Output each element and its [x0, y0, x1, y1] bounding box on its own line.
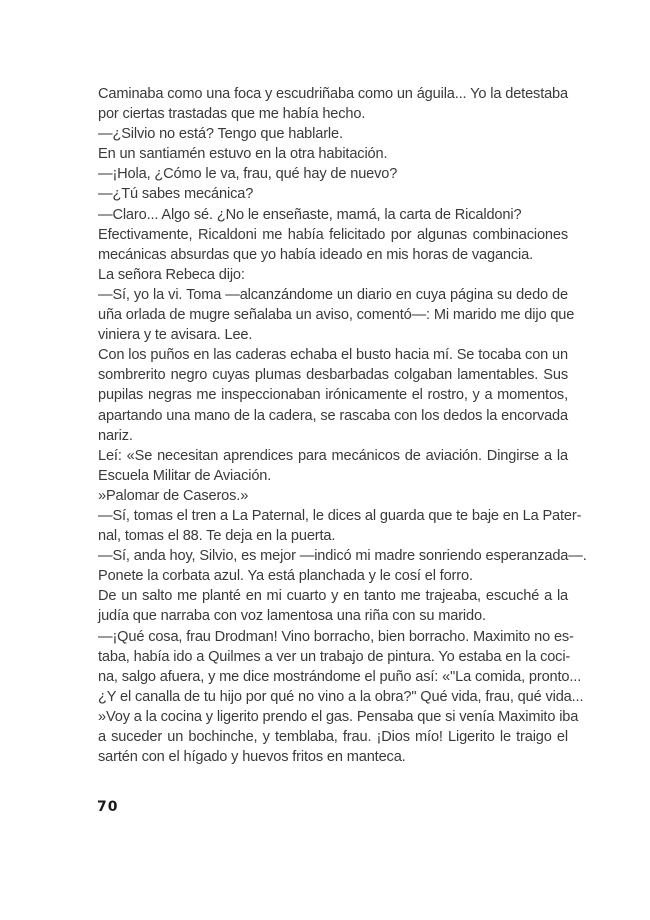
text-line: —Sí, tomas el tren a La Paternal, le dices al guarda que te baje en La Pater- — [98, 507, 582, 524]
text-line: De un salto me planté en mi cuarto y en tanto me trajeaba, escuché a la — [98, 588, 568, 605]
text-line: mecánicas absurdas que yo había ideado en mis horas de vagancia. — [98, 246, 533, 263]
text-line: —Sí, yo la vi. Toma —alcanzándome un diario en cuya página su dedo de — [98, 286, 568, 303]
page-body — [98, 84, 587, 767]
text-line: apartando una mano de la cadera, se rascaba con los dedos la encorvada — [98, 407, 568, 424]
text-line: En un santiamén estuvo en la otra habitación. — [98, 146, 388, 163]
text-line: —Sí, anda hoy, Silvio, es mejor —indicó mi madre sonriendo esperanzada—. — [98, 548, 587, 565]
text-line: a suceder un bochinche, y temblaba, frau. ¡Dios mío! Ligerito le traigo el — [98, 729, 568, 745]
text-line: Con los puños en las caderas echaba el busto hacia mí. Se tocaba con un — [98, 347, 568, 364]
text-line: —¿Tú sabes mecánica? — [98, 186, 254, 203]
text-line: La señora Rebeca dijo: — [98, 266, 245, 283]
text-line: —Claro... Algo sé. ¿No le enseñaste, mamá, la carta de Ricaldoni? — [98, 206, 522, 223]
text-line: por ciertas trastadas que me había hecho. — [98, 106, 366, 123]
text-line: sombrerito negro cuyas plumas desbarbadas colgaban lamentables. Sus — [98, 367, 568, 384]
text-line: —¿Silvio no está? Tengo que hablarle. — [98, 126, 343, 143]
text-line: —¡Hola, ¿Cómo le va, frau, qué hay de nuevo? — [98, 166, 398, 183]
page-number: 70 — [97, 799, 119, 815]
text-line: nal, tomas el 88. Te deja en la puerta. — [98, 528, 336, 545]
text-line: nariz. — [98, 427, 133, 444]
text-line: —¡Qué cosa, frau Drodman! Vino borracho, bien borracho. Maximito no es- — [98, 628, 574, 645]
text-line: Leí: «Se necesitan aprendices para mecánicos de aviación. Dingirse a la — [98, 447, 568, 464]
text-line: viniera y te avisara. Lee. — [98, 327, 253, 344]
text-line: »Voy a la cocina y ligerito prendo el gas. Pensaba que si venía Maximito iba — [98, 708, 579, 725]
text-line: Escuela Militar de Aviación. — [98, 467, 272, 484]
text-line: judía que narraba con voz lamentosa una riña con su marido. — [98, 608, 486, 625]
text-line: ¿Y el canalla de tu hijo por qué no vino a la obra?" Qué vida, frau, qué vida... — [98, 688, 584, 705]
text-line: sartén con el hígado y huevos fritos en manteca. — [98, 749, 406, 766]
text-line: Caminaba como una foca y escudriñaba como un águila... Yo la detestaba — [98, 86, 568, 102]
text-line: na, salgo afuera, y me dice mostrándome el puño así: «"La comida, pronto... — [98, 668, 582, 685]
text-line: taba, había ido a Quilmes a ver un trabajo de pintura. Yo estaba en la coci- — [98, 648, 571, 665]
text-line: uña orlada de mugre señalaba un aviso, comentó—: Mi marido me dijo que — [98, 307, 575, 324]
text-line: Efectivamente, Ricaldoni me había felicitado por algunas combinaciones — [98, 226, 568, 243]
text-line: pupilas negras me inspeccionaban irónicamente el rostro, y a momentos, — [98, 387, 568, 404]
text-line: »Palomar de Caseros.» — [98, 487, 249, 504]
text-line: Ponete la corbata azul. Ya está planchada y le cosí el forro. — [98, 568, 473, 585]
